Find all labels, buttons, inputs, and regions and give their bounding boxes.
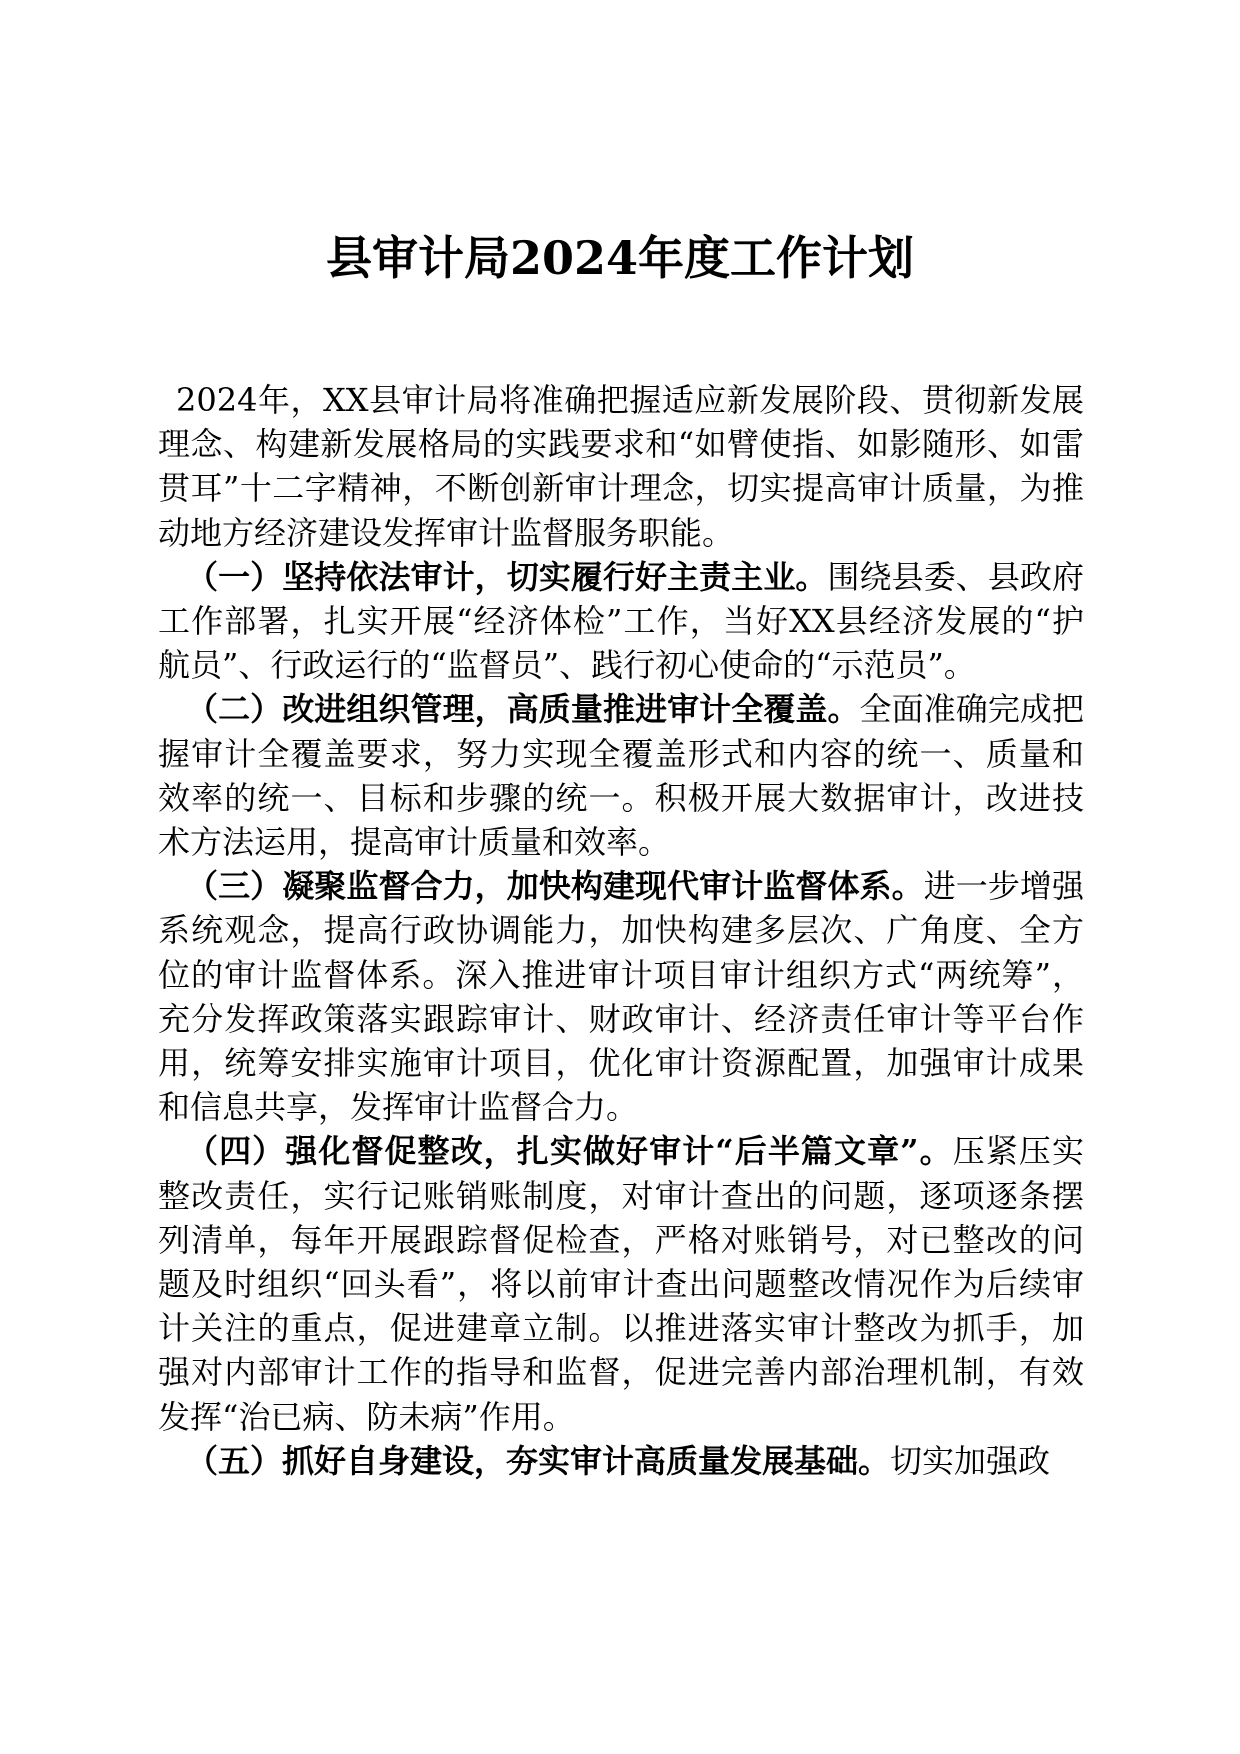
page-title: 县审计局2024年度工作计划 (325, 231, 915, 285)
section-heading-2: （二）改进组织管理，高质量推进审计全覆盖。 (186, 690, 860, 729)
section-heading-5: （五）抓好自身建设，夯实审计高质量发展基础。 (186, 1441, 891, 1480)
intro-paragraph: 2024年，XX县审计局将准确把握适应新发展阶段、贯彻新发展理念、构建新发展格局的实践要求和“如臂使指、如影随形、如雷贯耳”十二字精神，不断创新审计理念，切实提高审计质量，为推动地方经济建设发挥审计监督服务职能。 (158, 381, 1084, 552)
section-paragraph-2 (158, 687, 1084, 864)
section-text-2: 全面准确完成把握审计全覆盖要求，努力实现全覆盖形式和内容的统一、质量和效率的统一、目标和步骤的统一。积极开展大数据审计，改进技术方法运用，提高审计质量和效率。 (158, 690, 1084, 862)
section-heading-3: （三）凝聚监督合力，加快构建现代审计监督体系。 (186, 867, 924, 906)
section-paragraph-5 (158, 1439, 1084, 1483)
section-text-3: 进一步增强系统观念，提高行政协调能力，加快构建多层次、广角度、全方位的审计监督体系。深入推进审计项目审计组织方式“两统筹”，充分发挥政策落实跟踪审计、财政审计、经济责任审计等平台作用，统筹安排实施审计项目，优化审计资源配置，加强审计成果和信息共享，发挥审计监督合力。 (158, 867, 1084, 1127)
section-heading-4: （四）强化督促整改，扎实做好审计“后半篇文章”。 (186, 1132, 953, 1171)
section-text-4: 压紧压实整改责任，实行记账销账制度，对审计查出的问题，逐项逐条摆列清单，每年开展跟踪督促检查，严格对账销号，对已整改的问题及时组织“回头看”，将以前审计查出问题整改情况作为后续审计关注的重点，促进建章立制。以推进落实审计整改为抓手，加强对内部审计工作的指导和监督，促进完善内部治理机制，有效发挥“治已病、防未病”作用。 (158, 1132, 1084, 1436)
section-paragraph-4 (158, 1129, 1084, 1438)
document-body (158, 378, 1084, 1483)
section-text-1: 围绕县委、县政府工作部署，扎实开展“经济体检”工作，当好XX县经济发展的“护航员”、行政运行的“监督员”、践行初心使命的“示范员”。 (158, 557, 1084, 685)
section-paragraph-3 (158, 864, 1084, 1129)
section-heading-1: （一）坚持依法审计，切实履行好主责主业。 (186, 557, 828, 596)
section-paragraph-1 (158, 555, 1084, 688)
section-text-5: 切实加强政 (890, 1441, 1051, 1480)
